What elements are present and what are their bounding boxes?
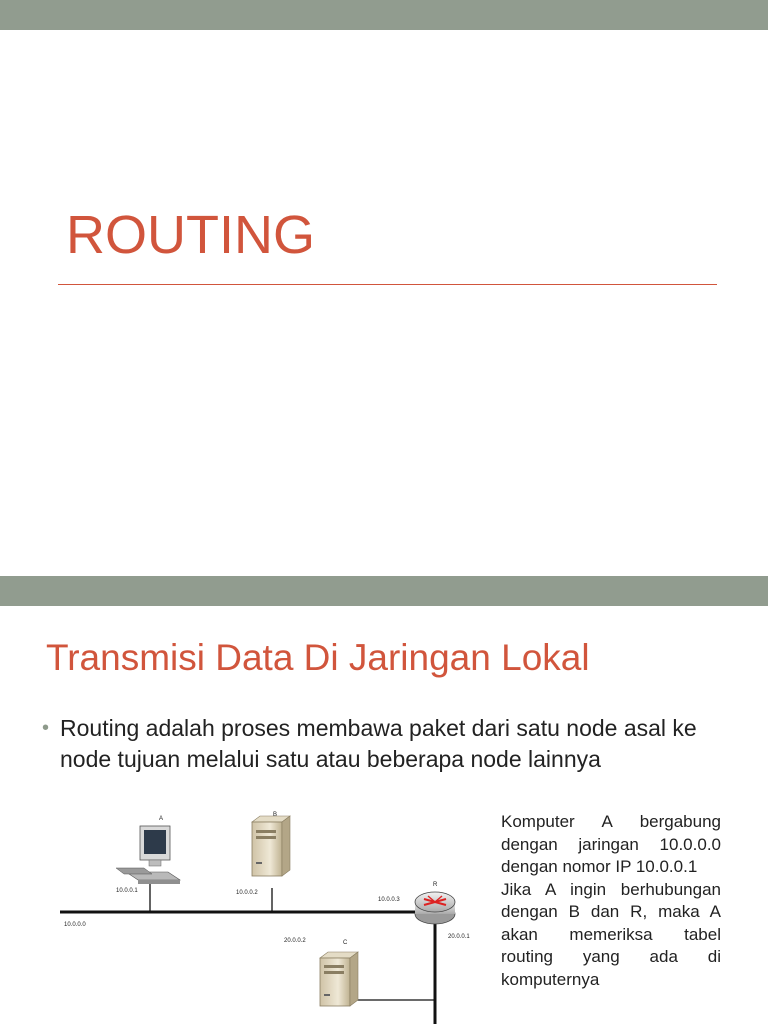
network-diagram [56, 808, 486, 1024]
label-r: R [433, 882, 438, 888]
label-b: B [273, 812, 278, 818]
ip-c: 20.0.0.2 [284, 938, 306, 944]
ip-network: 10.0.0.0 [64, 922, 86, 928]
router-r-icon [415, 892, 455, 924]
ip-r-right: 20.0.0.1 [448, 934, 470, 940]
label-c: C [343, 940, 348, 946]
server-b-icon [252, 816, 290, 876]
side-text-2: Jika A ingin berhubungan dengan B dan R, maka A akan memeriksa tabel routing yang ada di komputernya [501, 879, 721, 989]
ip-r-left: 10.0.0.3 [378, 897, 400, 903]
slide-title: ROUTING [66, 205, 315, 265]
title-underline [58, 284, 717, 285]
bullet-text: Routing adalah proses membawa paket dari satu node asal ke node tujuan melalui satu atau beberapa node lainnya [60, 715, 697, 772]
side-description [501, 811, 721, 991]
ip-a: 10.0.0.1 [116, 888, 138, 894]
side-text-1: Komputer A bergabung dengan jaringan 10.0.0.0 dengan nomor IP 10.0.0.1 [501, 812, 721, 876]
bullet-marker: • [42, 717, 50, 739]
server-c-icon [320, 952, 358, 1006]
computer-a-icon [116, 826, 180, 884]
slide-divider-band [0, 576, 768, 606]
top-band [0, 0, 768, 30]
bullet-item [42, 713, 732, 775]
ip-b: 10.0.0.2 [236, 890, 258, 896]
slide2-title: Transmisi Data Di Jaringan Lokal [46, 637, 590, 678]
label-a: A [159, 816, 164, 822]
